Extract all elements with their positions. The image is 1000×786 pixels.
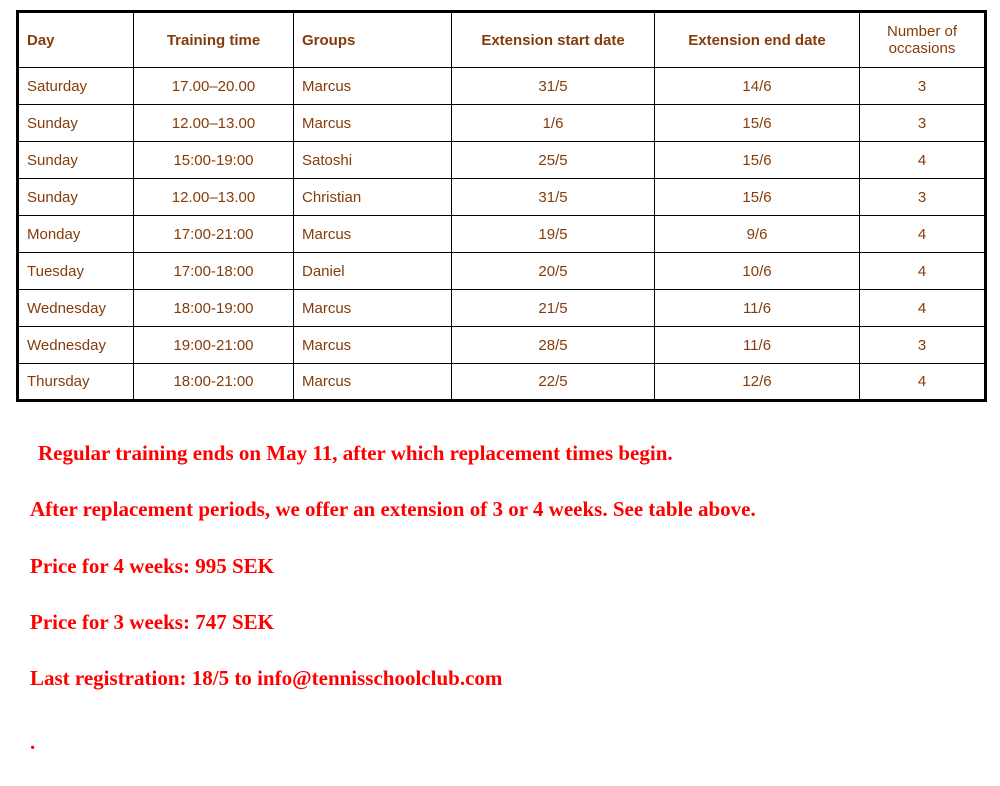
note-price-4-weeks: Price for 4 weeks: 995 SEK [30,553,274,578]
table-header [18,12,986,68]
cell-day: Monday [18,216,134,253]
cell-day: Sunday [18,105,134,142]
cell-extension-start: 21/5 [452,290,655,327]
cell-extension-start: 1/6 [452,105,655,142]
cell-training-time: 12.00–13.00 [134,105,294,142]
cell-extension-end: 15/6 [655,105,860,142]
table-row [18,179,986,216]
cell-occasions: 3 [860,68,986,105]
cell-extension-end: 12/6 [655,364,860,401]
cell-day: Thursday [18,364,134,401]
table-row [18,68,986,105]
cell-group: Daniel [294,253,452,290]
cell-group: Marcus [294,290,452,327]
cell-occasions: 4 [860,290,986,327]
cell-group: Marcus [294,105,452,142]
table-header-row [18,12,986,68]
cell-day: Wednesday [18,290,134,327]
cell-extension-end: 10/6 [655,253,860,290]
cell-training-time: 18:00-21:00 [134,364,294,401]
cell-day: Wednesday [18,327,134,364]
column-header-extension-end-date: Extension end date [655,12,860,68]
table-row [18,105,986,142]
notes-section [30,440,970,786]
cell-extension-end: 14/6 [655,68,860,105]
cell-extension-start: 19/5 [452,216,655,253]
table-body [18,68,986,401]
schedule-table [16,10,987,402]
note-regular-training-end: Regular training ends on May 11, after which replacement times begin. [38,441,673,465]
cell-group: Marcus [294,364,452,401]
cell-extension-start: 31/5 [452,68,655,105]
schedule-table-container [16,10,984,402]
table-row [18,216,986,253]
cell-occasions: 4 [860,142,986,179]
cell-group: Marcus [294,327,452,364]
cell-day: Tuesday [18,253,134,290]
column-header-extension-start-date: Extension start date [452,12,655,68]
cell-extension-start: 20/5 [452,253,655,290]
cell-occasions: 4 [860,216,986,253]
cell-day: Sunday [18,179,134,216]
cell-extension-start: 22/5 [452,364,655,401]
table-row [18,327,986,364]
cell-training-time: 19:00-21:00 [134,327,294,364]
column-header-day: Day [18,12,134,68]
cell-training-time: 18:00-19:00 [134,290,294,327]
cell-extension-end: 15/6 [655,142,860,179]
column-header-training-time: Training time [134,12,294,68]
table-row [18,290,986,327]
note-extension-offer: After replacement periods, we offer an extension of 3 or 4 weeks. See table above. [30,497,756,522]
cell-training-time: 12.00–13.00 [134,179,294,216]
cell-extension-end: 15/6 [655,179,860,216]
cell-day: Saturday [18,68,134,105]
cell-group: Satoshi [294,142,452,179]
cell-occasions: 4 [860,364,986,401]
cell-group: Christian [294,179,452,216]
note-price-3-weeks: Price for 3 weeks: 747 SEK [30,609,274,634]
cell-group: Marcus [294,68,452,105]
cell-occasions: 3 [860,327,986,364]
cell-training-time: 17:00-21:00 [134,216,294,253]
table-row [18,364,986,401]
cell-extension-end: 11/6 [655,290,860,327]
cell-extension-end: 11/6 [655,327,860,364]
cell-extension-start: 31/5 [452,179,655,216]
note-last-registration: Last registration: 18/5 to info@tennisschoolclub.com [30,666,503,690]
cell-occasions: 3 [860,105,986,142]
column-header-groups: Groups [294,12,452,68]
column-header-number-of-occasions: Number of occasions [860,12,986,68]
cell-day: Sunday [18,142,134,179]
cell-extension-start: 28/5 [452,327,655,364]
note-trailing-period: . [30,730,36,755]
cell-extension-end: 9/6 [655,216,860,253]
cell-extension-start: 25/5 [452,142,655,179]
cell-occasions: 4 [860,253,986,290]
table-row [18,142,986,179]
cell-training-time: 17:00-18:00 [134,253,294,290]
cell-training-time: 15:00-19:00 [134,142,294,179]
cell-group: Marcus [294,216,452,253]
cell-occasions: 3 [860,179,986,216]
table-row [18,253,986,290]
cell-training-time: 17.00–20.00 [134,68,294,105]
